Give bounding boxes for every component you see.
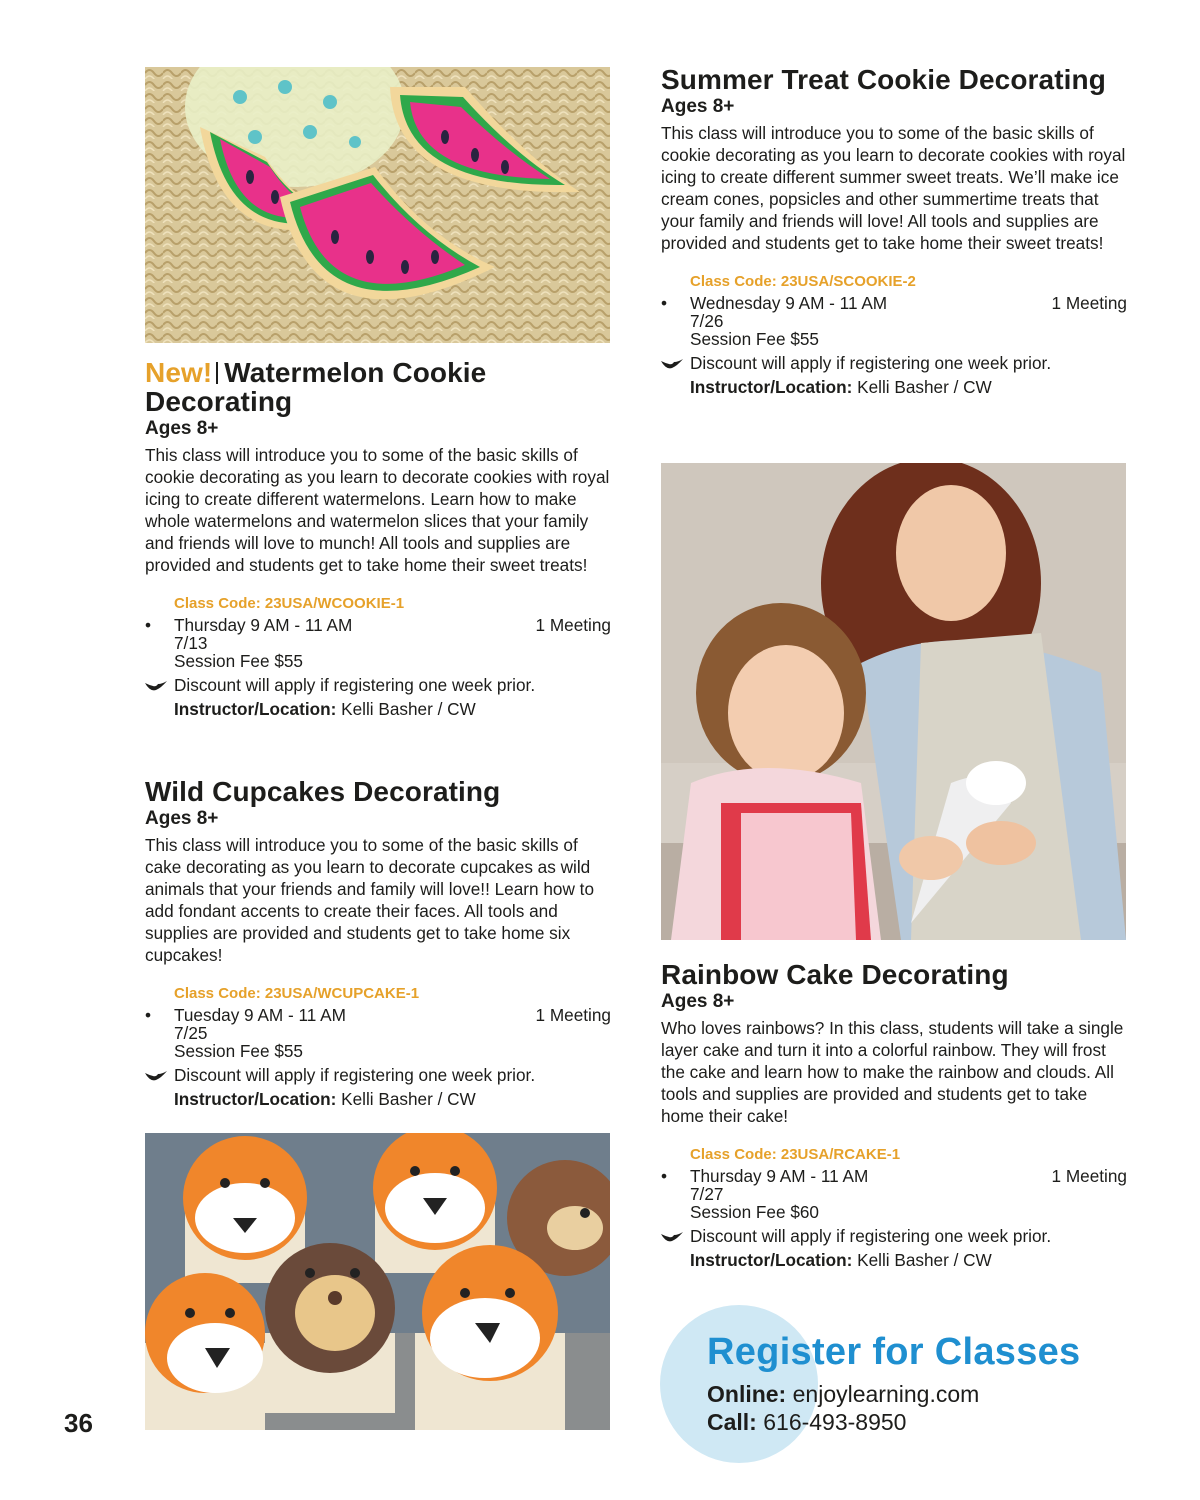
animal-cupcakes-photo [145,1133,610,1430]
session-fee: Session Fee $55 [174,651,303,671]
call-label: Call: [707,1409,757,1435]
title-line-1: Watermelon Cookie [224,357,487,388]
phone-number[interactable]: 616-493-8950 [763,1409,907,1435]
register-block [707,1330,1081,1436]
class-title: Wild Cupcakes Decorating [145,776,501,807]
class-code: Class Code: 23USA/RCAKE-1 [690,1146,901,1163]
class-title: Summer Treat Cookie Decorating [661,64,1106,95]
baking-family-photo [661,463,1126,940]
discount-row [690,1225,1127,1247]
class-description: This class will introduce you to some of the basic skills of cookie decorating as you learn to decorate cookies with royal icing to create different summer sweet treats. We’ll make ice cream cones, popsicles and other summertime treats that your family and friends will love! All tools and supplies are provided and students get to take home their sweet treats! [661,123,1126,253]
meeting-count: 1 Meeting [1051,1166,1127,1186]
discount-row [174,1064,611,1086]
new-badge: New! [145,357,213,388]
instructor-row [690,374,1127,400]
session-fee: Session Fee $55 [174,1041,303,1061]
session-fee: Session Fee $55 [690,329,819,349]
bullet-icon: • [145,1005,152,1025]
summer-class [661,65,1127,400]
register-title: Register for Classes [707,1331,1081,1373]
rainbow-class [661,960,1127,1273]
class-date: 7/27 [690,1184,724,1204]
day-time: Tuesday 9 AM - 11 AM [174,1005,346,1025]
online-label: Online: [707,1381,787,1407]
bullet-icon: • [661,293,668,313]
class-description: This class will introduce you to some of the basic skills of cake decorating as you learn to decorate cupcakes as wild animals that your friends and family will love!! Learn how to add fondant accents to create their faces. All tools and supplies are provided and students get to take home six cupcakes! [145,835,594,965]
class-code: Class Code: 23USA/WCUPCAKE-1 [174,985,420,1002]
class-ages: Ages 8+ [661,991,735,1012]
class-title [145,358,611,416]
watermelon-cookies-photo [145,67,610,343]
class-ages: Ages 8+ [145,418,219,439]
bullet-icon: • [661,1166,668,1186]
discount-row [174,674,611,696]
class-details [661,1145,1127,1273]
page-number: 36 [64,1408,93,1438]
schedule-row [661,293,1127,313]
bullet-icon: • [145,615,152,635]
discount-text: Discount will apply if registering one week prior. [174,675,536,695]
instructor-value: Kelli Basher / CW [857,1250,992,1270]
bird-icon [144,1070,168,1084]
instructor-row [174,1086,611,1112]
meeting-count: 1 Meeting [535,615,611,635]
class-details [145,984,611,1112]
schedule-row [661,1166,1127,1186]
meeting-count: 1 Meeting [535,1005,611,1025]
instructor-value: Kelli Basher / CW [341,1089,476,1109]
instructor-label: Instructor/Location: [174,1089,337,1109]
discount-text: Discount will apply if registering one week prior. [690,1226,1052,1246]
instructor-row [690,1247,1127,1273]
instructor-label: Instructor/Location: [174,699,337,719]
bird-icon [660,358,684,372]
discount-row [690,352,1127,374]
schedule-row [145,615,611,635]
class-title: Rainbow Cake Decorating [661,959,1009,990]
title-divider [216,362,218,384]
class-details [145,594,611,722]
discount-text: Discount will apply if registering one week prior. [690,353,1052,373]
bird-icon [144,680,168,694]
class-date: 7/13 [174,633,208,653]
instructor-label: Instructor/Location: [690,377,853,397]
class-details [661,272,1127,400]
day-time: Wednesday 9 AM - 11 AM [690,293,888,313]
title-line-2: Decorating [145,386,293,417]
online-link[interactable]: enjoylearning.com [792,1381,980,1407]
day-time: Thursday 9 AM - 11 AM [690,1166,869,1186]
class-date: 7/25 [174,1023,208,1043]
register-call [707,1408,1081,1436]
register-online [707,1380,1081,1408]
discount-text: Discount will apply if registering one week prior. [174,1065,536,1085]
class-date: 7/26 [690,311,724,331]
bird-icon [660,1231,684,1245]
day-time: Thursday 9 AM - 11 AM [174,615,353,635]
instructor-value: Kelli Basher / CW [857,377,992,397]
schedule-row [145,1005,611,1025]
cupcakes-class [145,777,611,1112]
class-description: This class will introduce you to some of the basic skills of cookie decorating as you learn to decorate cookies with royal icing to create different watermelons. Learn how to make whole watermelons and watermelon slices that your family and friends will love to munch! All tools and supplies are provided and students get to take home their sweet treats! [145,445,610,575]
class-code: Class Code: 23USA/WCOOKIE-1 [174,595,405,612]
class-ages: Ages 8+ [661,96,735,117]
instructor-label: Instructor/Location: [690,1250,853,1270]
instructor-row [174,696,611,722]
class-description: Who loves rainbows? In this class, students will take a single layer cake and turn it into a colorful rainbow. They will frost the cake and learn how to make the rainbow and clouds. All tools and supplies are provided and students get to take home their cake! [661,1018,1124,1126]
watermelon-class [145,358,611,722]
class-code: Class Code: 23USA/SCOOKIE-2 [690,273,916,290]
session-fee: Session Fee $60 [690,1202,819,1222]
instructor-value: Kelli Basher / CW [341,699,476,719]
meeting-count: 1 Meeting [1051,293,1127,313]
class-ages: Ages 8+ [145,808,219,829]
